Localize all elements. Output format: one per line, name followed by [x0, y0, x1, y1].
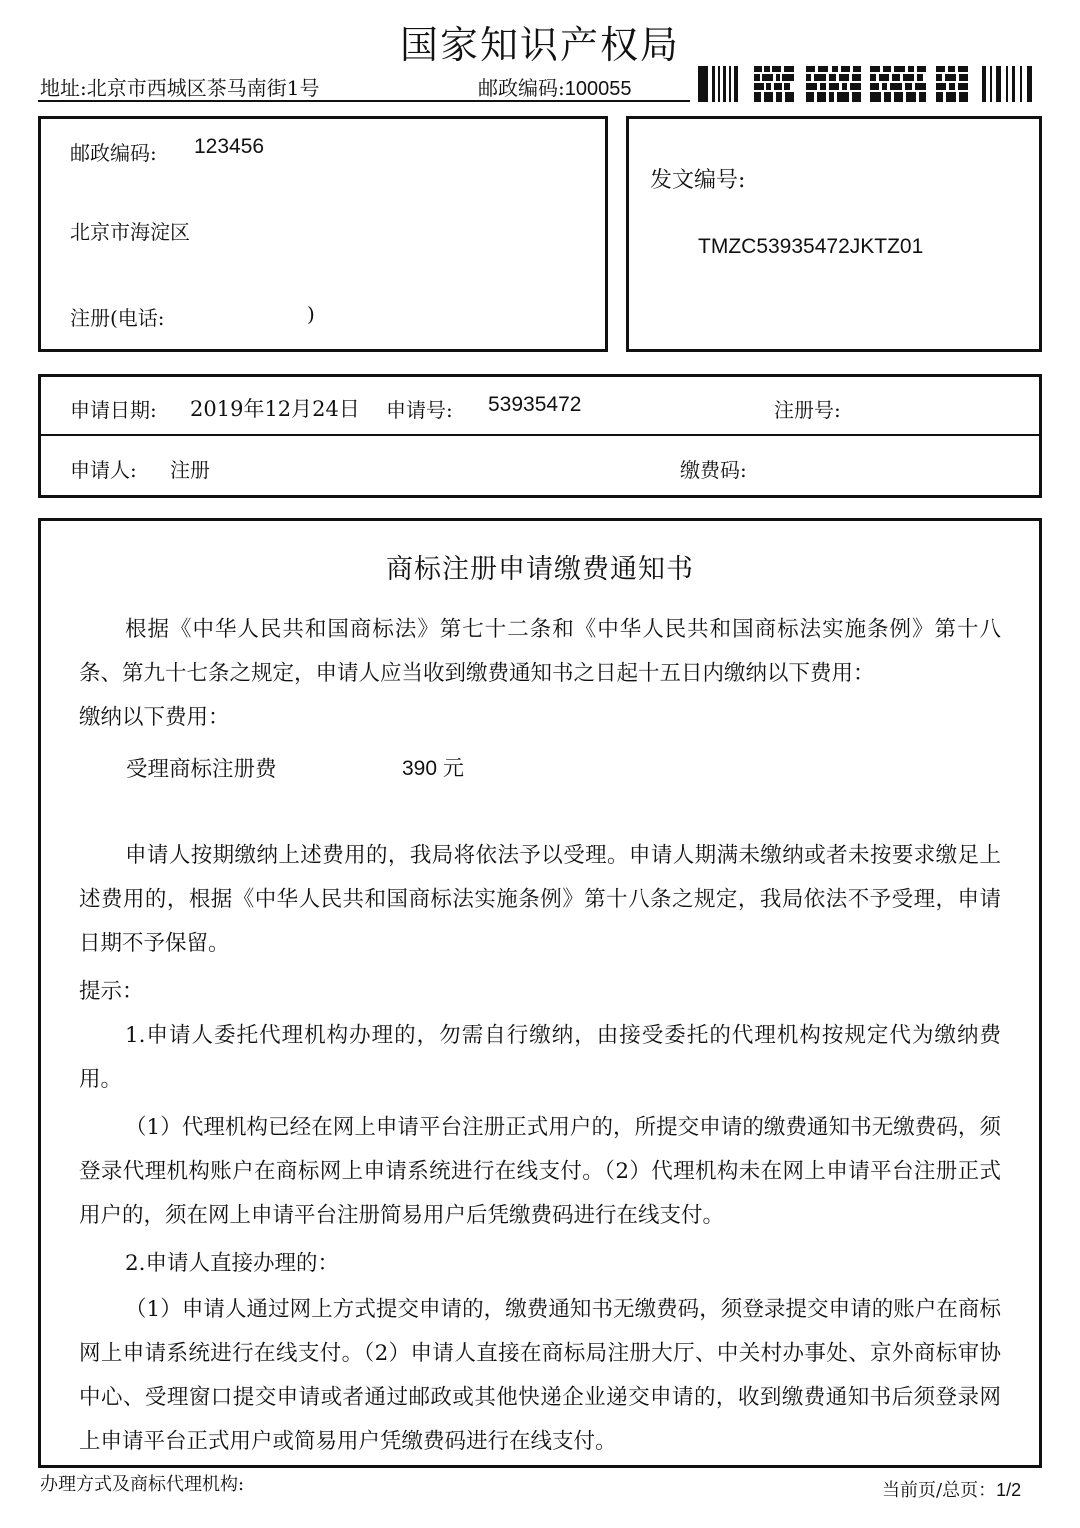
addressee-address: 北京市海淀区 [70, 220, 190, 244]
addressee-contact: 注册(电话: [70, 306, 165, 330]
addressee-contact-close: ) [307, 302, 315, 326]
document-number: TMZC53935472JKTZ01 [698, 235, 924, 258]
page-title: 国家知识产权局 [399, 23, 680, 67]
registration-number-label: 注册号: [774, 398, 841, 422]
hint-direct-detail: （1）申请人通过网上方式提交申请的，缴费通知书无缴费码，须登录提交申请的账户在商标网上申请系统进行在线支付。（2）申请人直接在商标局注册大厅、中关村办事处、京外商标审协中心、受理窗口提交申请或者通过邮政或其他快递企业递交申请的，收到缴费通知书后须登录网上申请平台正式用户或简易用户凭缴费码进行在线支付。 [79, 1297, 1001, 1454]
document-number-label: 发文编号: [650, 168, 746, 193]
page-indicator [882, 1476, 1021, 1502]
notice-intro-tail: 缴纳以下费用： [79, 705, 230, 730]
hint-agency-detail: （1）代理机构已经在网上申请平台注册正式用户的，所提交申请的缴费通知书无缴费码，须登录代理机构账户在商标网上申请系统进行在线支付。（2）代理机构未在网上申请平台注册正式用户的，须在网上申请平台注册简易用户后凭缴费码进行在线支付。 [79, 1115, 1001, 1228]
notice-intro: 根据《中华人民共和国商标法》第七十二条和《中华人民共和国商标法实施条例》第十八条、第九十七条之规定，申请人应当收到缴费通知书之日起十五日内缴纳以下费用： [79, 617, 1001, 686]
page-indicator-value: 1/2 [996, 1480, 1022, 1500]
payment-code-label: 缴费码: [680, 458, 747, 482]
addressee-postal-label: 邮政编码: [70, 141, 157, 165]
office-address: 地址:北京市西城区茶马南街1号 [40, 76, 320, 100]
office-postal-code [478, 72, 632, 101]
application-number-label: 申请号: [386, 398, 453, 422]
barcode-icon [698, 64, 1038, 104]
hint-agency: 1.申请人委托代理机构办理的，勿需自行缴纳，由接受委托的代理机构按规定代为缴纳费用。 [79, 1023, 1001, 1092]
application-date: 2019年12月24日 [190, 397, 360, 421]
application-number: 53935472 [488, 393, 582, 416]
applicant-name: 注册 [170, 458, 210, 482]
application-date-label: 申请日期: [70, 398, 157, 422]
fee-item-amount: 390 元 [402, 757, 464, 780]
hint-direct: 2.申请人直接办理的： [125, 1251, 340, 1276]
office-postal-label: 邮政编码: [478, 76, 565, 100]
office-postal-value: 100055 [564, 78, 632, 100]
info-row-divider [41, 434, 1039, 436]
addressee-postal-code: 123456 [194, 135, 265, 158]
page-indicator-label: 当前页/总页： [882, 1480, 997, 1501]
notice-title: 商标注册申请缴费通知书 [386, 554, 694, 585]
header-rule [38, 100, 690, 102]
handling-method-label: 办理方式及商标代理机构: [40, 1474, 245, 1495]
document-number-box [626, 116, 1042, 352]
applicant-label: 申请人: [70, 458, 137, 482]
notice-acceptance-paragraph: 申请人按期缴纳上述费用的，我局将依法予以受理。申请人期满未缴纳或者未按要求缴足上述费用的，根据《中华人民共和国商标法实施条例》第十八条之规定，我局依法不予受理，申请日期不予保留。 [79, 843, 1001, 956]
fee-item-name: 受理商标注册费 [126, 757, 277, 782]
hint-label: 提示： [79, 979, 144, 1004]
